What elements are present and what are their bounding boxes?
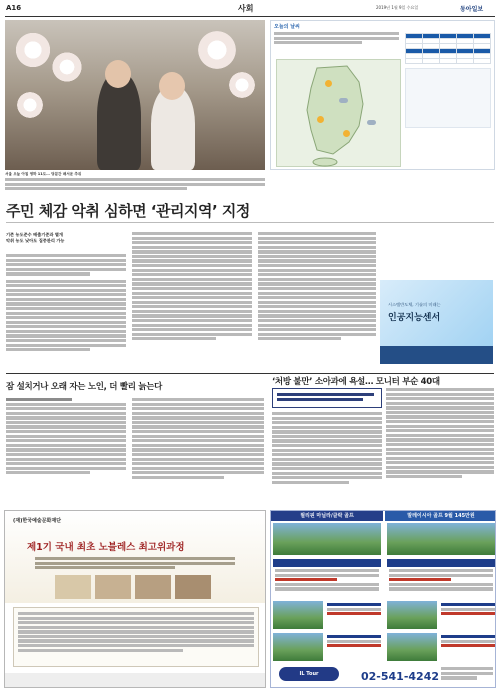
article-column <box>132 398 264 506</box>
blossom-decor <box>13 30 53 70</box>
blossom-decor <box>227 70 257 100</box>
golf-tour-ad[interactable] <box>270 510 496 688</box>
caption-headline: 서울 오늘 아침 영하 11도… 당분간 매서운 추위 <box>5 172 82 176</box>
forecast-table <box>405 33 491 128</box>
newspaper-brand: 동아일보 <box>460 6 484 13</box>
blossom-decor <box>15 90 45 120</box>
photo-caption <box>5 172 265 192</box>
ad-photo-strip <box>55 575 215 599</box>
article-column <box>6 398 126 506</box>
ad-course-title: 제1기 국내 최초 노블레스 최고위과정 <box>27 542 185 553</box>
golf-course-photo <box>273 633 323 661</box>
headline-clinic: ‘처방 불만’ 소아과에 욕설… 모니터 부순 40대 <box>272 377 440 387</box>
ad-section-header <box>387 559 495 567</box>
forecast-panel <box>405 68 491 128</box>
article-column <box>132 232 252 372</box>
page-number: A16 <box>6 4 22 12</box>
noblesse-course-ad[interactable] <box>4 510 266 688</box>
korea-map-shape <box>277 60 402 168</box>
article-column <box>272 412 382 506</box>
ad-manila-header: 필리핀 마닐라/클락 골프 <box>271 511 383 521</box>
golf-course-photo <box>387 633 437 661</box>
ad-malaysia-header: 말레이시아 골프 9월 145만원 <box>385 511 496 521</box>
subhead-box <box>272 388 382 408</box>
blossom-decor <box>195 28 239 72</box>
ad-footer <box>5 673 266 687</box>
ad-org-name: (재)한국예술문화재단 <box>13 518 62 524</box>
ai-sensor-ad[interactable] <box>380 280 493 364</box>
headline-main: 주민 체감 악취 심하면 ‘관리지역’ 지정 <box>6 202 250 220</box>
ad-ai-footer <box>380 346 493 364</box>
sun-icon <box>343 130 350 137</box>
weather-box <box>270 20 495 170</box>
subhead-2: 악취 농도 낮아도 집중관리 가능 <box>6 238 65 243</box>
golf-course-photo <box>273 523 381 555</box>
cloud-icon <box>339 98 348 103</box>
weather-map <box>276 59 401 167</box>
subhead-1: 기존 농도준수 배출기준과 별개 <box>6 232 63 237</box>
weather-title: 오늘의 날씨 <box>274 24 300 30</box>
headline-sleep: 잠 설치거나 오래 자는 노인, 더 빨리 늙는다 <box>6 382 163 392</box>
face-figure <box>105 60 131 88</box>
ad-ai-tagline: 시스템반도체, 기술의 미래는 <box>388 302 441 307</box>
blossom-decor <box>50 50 84 84</box>
section-title: 사회 <box>238 4 254 13</box>
golf-course-photo <box>387 601 437 629</box>
golf-course-photo <box>387 523 495 555</box>
ad-ai-title: 인공지능센서 <box>388 313 441 323</box>
tour-logo: IL Tour <box>279 667 339 681</box>
cloud-icon <box>367 120 376 125</box>
ad-info-table <box>13 607 259 667</box>
issue-date: 2019년 1월 9일 수요일 <box>376 5 419 10</box>
news-photo <box>5 20 265 170</box>
article-column <box>6 254 126 372</box>
sun-icon <box>317 116 324 123</box>
article-column <box>386 388 494 506</box>
sun-icon <box>325 80 332 87</box>
golf-course-photo <box>273 601 323 629</box>
face-figure <box>159 72 185 100</box>
article-column <box>258 232 376 372</box>
header-rule <box>5 16 495 17</box>
ad-section-header <box>273 559 381 567</box>
tour-phone[interactable]: 02-541-4242 <box>361 670 440 683</box>
